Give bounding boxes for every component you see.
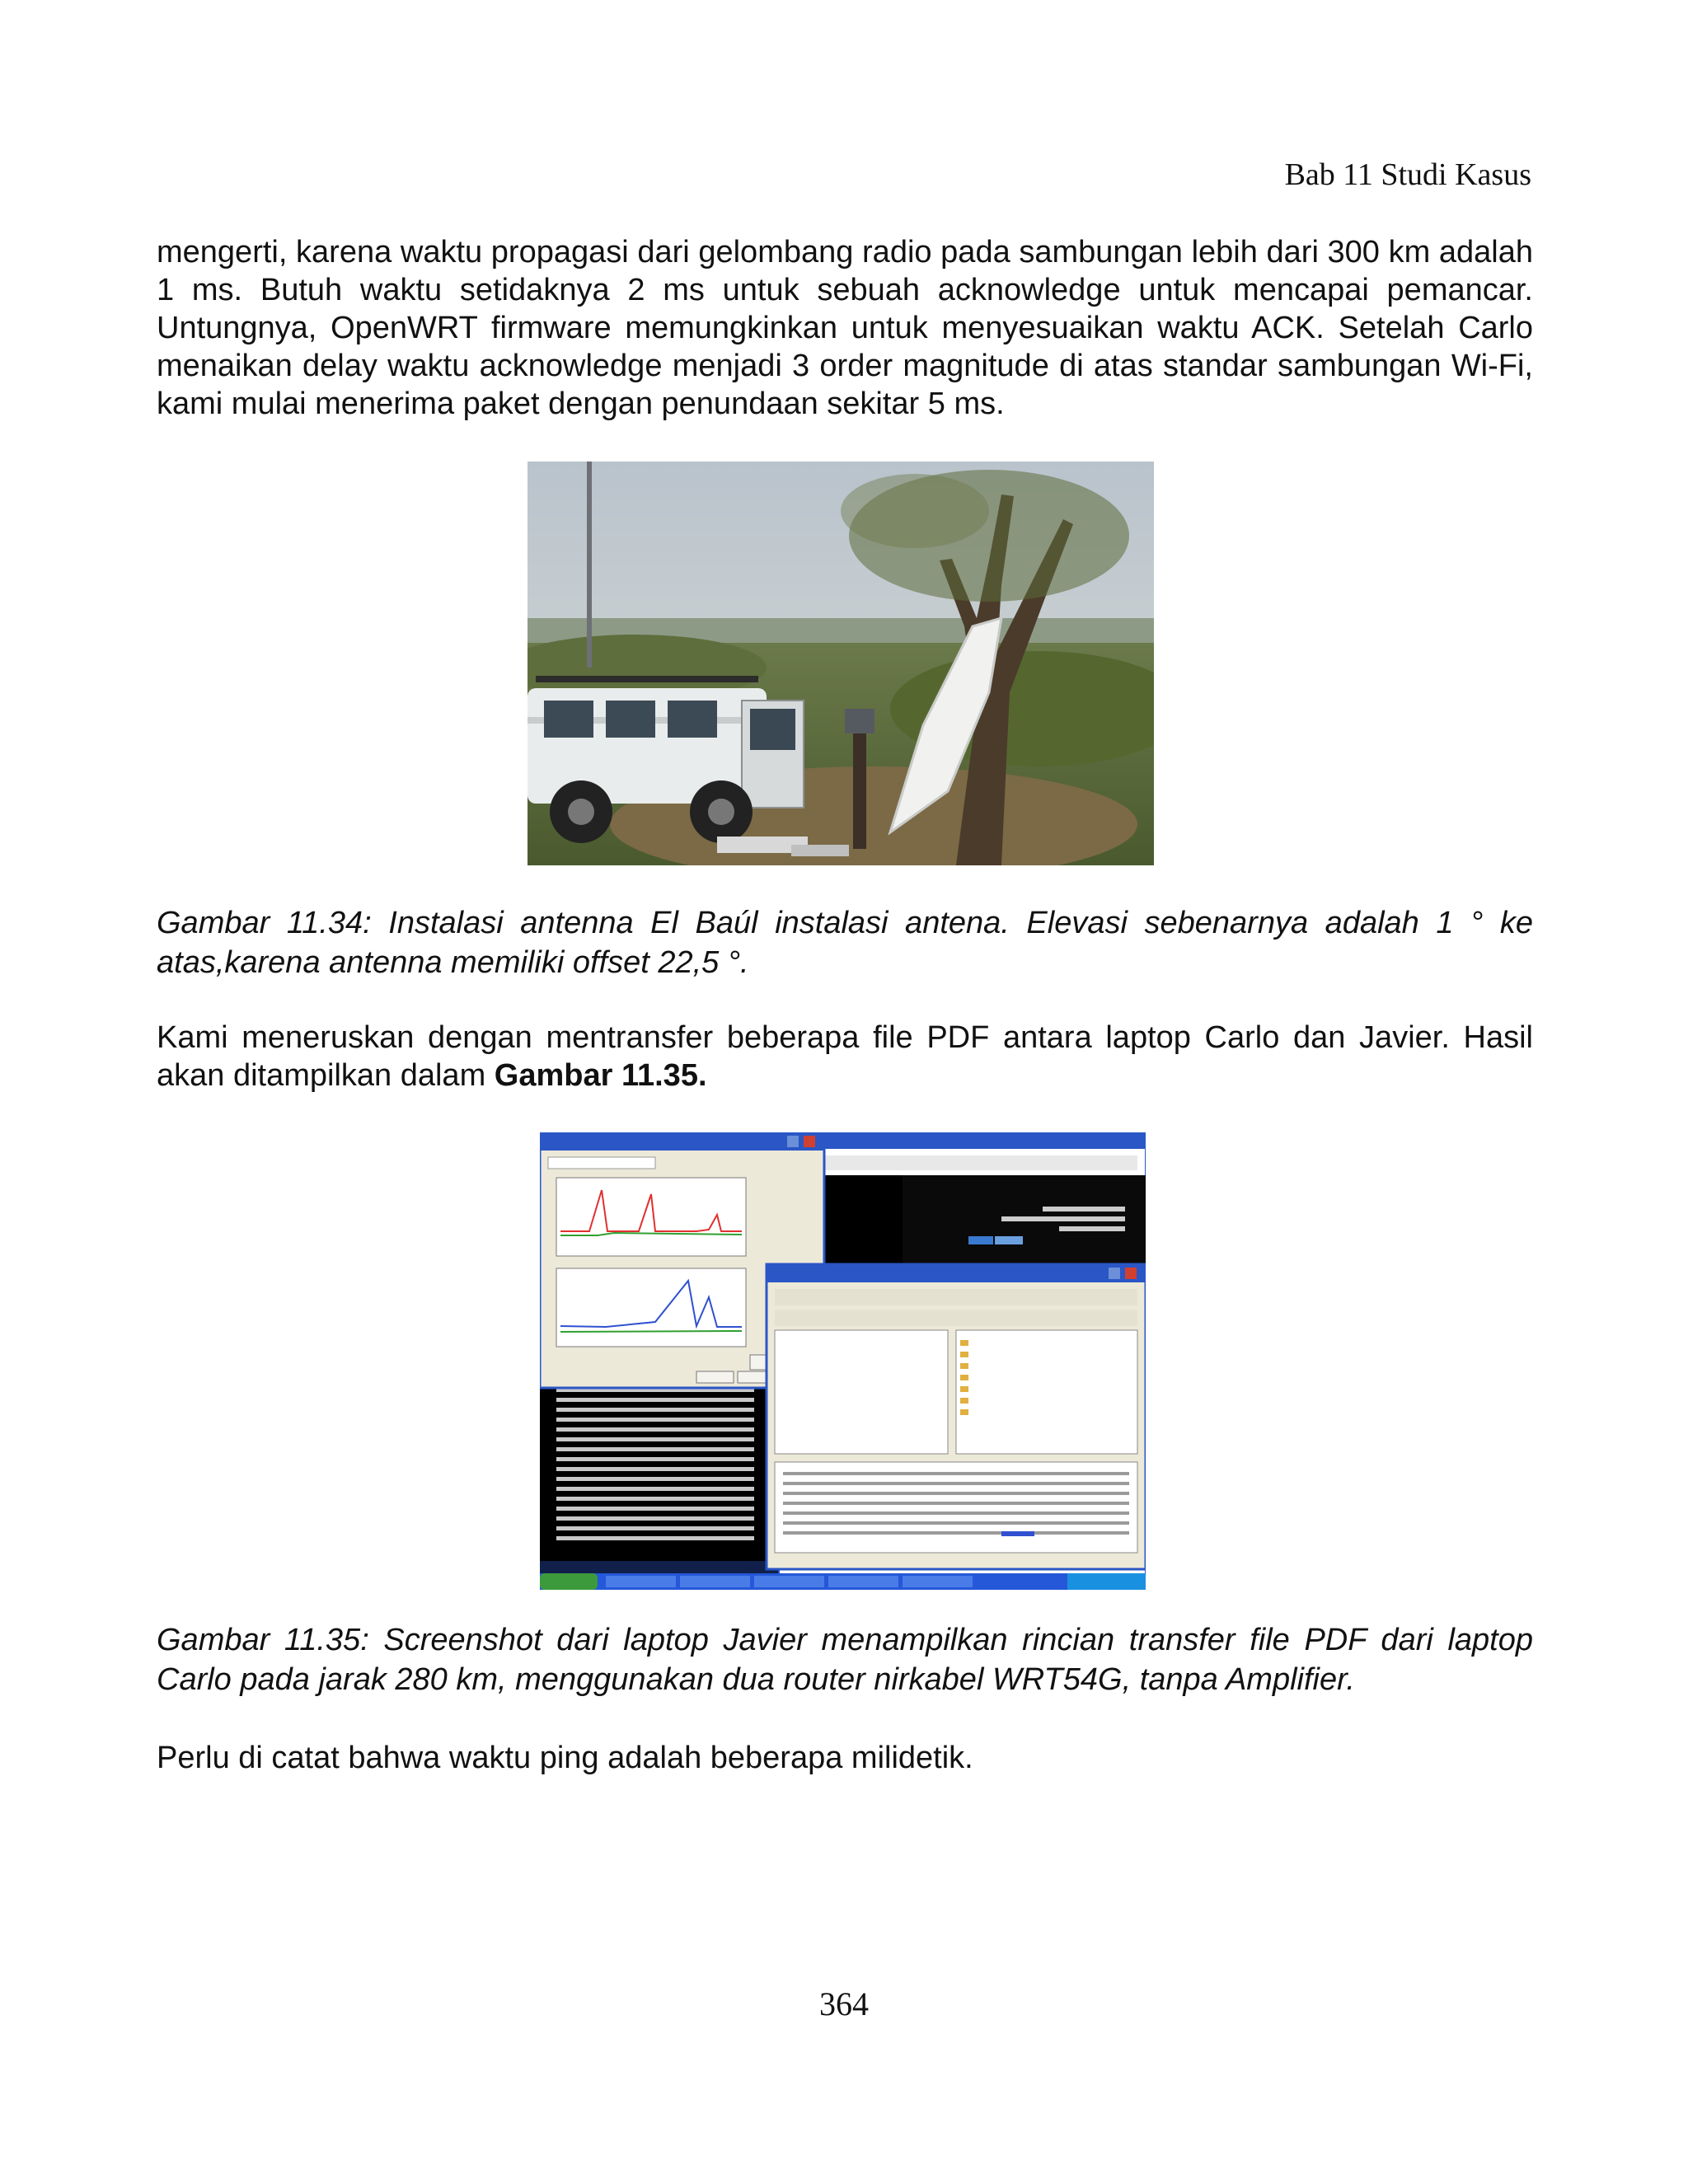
paragraph-ack-timing: mengerti, karena waktu propagasi dari gelombang radio pada sambungan lebih dari 300 km adalah 1 ms. Butuh waktu setidaknya 2 ms untuk sebuah acknowledge untuk mencapai pemancar. Untungnya, OpenWRT firmware memungkinkan untuk menyesuaikan waktu ACK. Setelah Carlo menaikan delay waktu acknowledge menjadi 3 order magnitude di atas standar sambungan Wi-Fi, kami mulai menerima paket dengan penundaan sekitar 5 ms. (157, 235, 1533, 421)
figure-11-35-caption: Gambar 11.35: Screenshot dari laptop Javier menampilkan rincian transfer file PDF dari laptop Carlo pada jarak 280 km, menggunakan dua router nirkabel WRT54G, tanpa Amplifier. (157, 1623, 1533, 1697)
chapter-header: Bab 11 Studi Kasus (1284, 157, 1531, 192)
paragraph-transfer-intro (157, 1019, 1533, 1094)
antenna-installation-photo (528, 462, 1154, 865)
figure-11-34-caption: Gambar 11.34: Instalasi antenna El Baúl instalasi antena. Elevasi sebenarnya adalah 1 ° ke atas,karena antenna memiliki offset 22,5 °. (157, 906, 1533, 980)
paragraph-ping-note: Perlu di catat bahwa waktu ping adalah beberapa milidetik. (157, 1741, 973, 1775)
paragraph-transfer-text: Kami meneruskan dengan mentransfer beberapa file PDF antara laptop Carlo dan Javier. Hasil akan ditampilkan dalam (157, 1020, 1533, 1093)
page-number: 364 (819, 1985, 869, 2022)
laptop-transfer-screenshot (540, 1132, 1146, 1590)
figure-reference: Gambar 11.35. (494, 1058, 707, 1093)
